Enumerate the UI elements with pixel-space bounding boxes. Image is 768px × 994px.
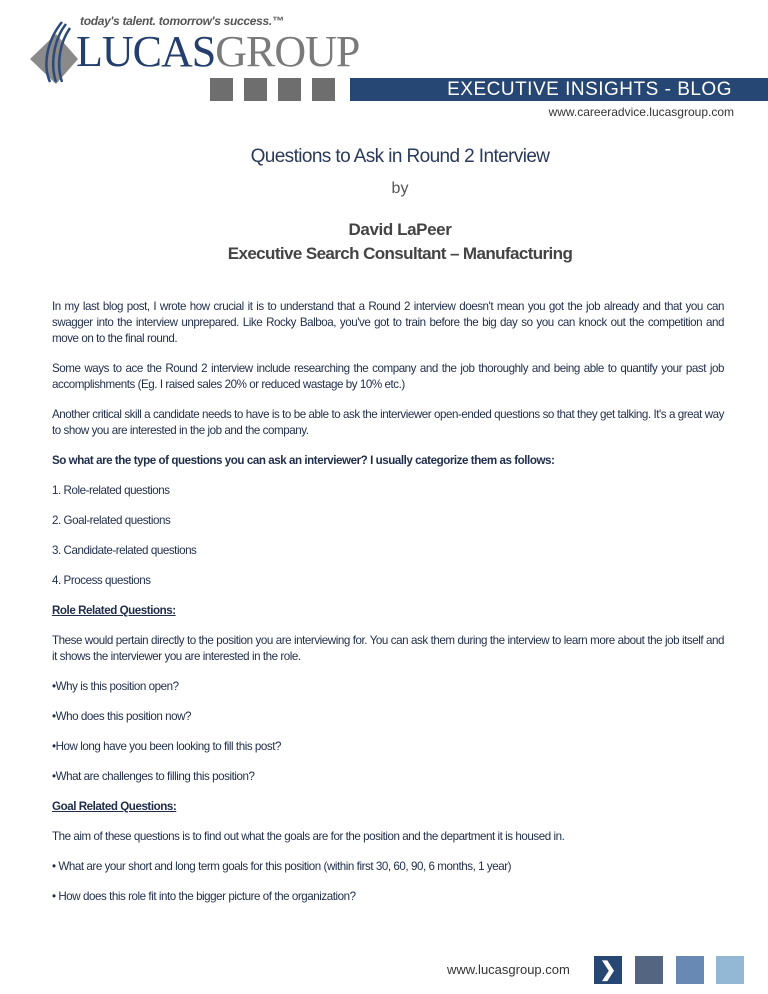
byline: by: [391, 180, 409, 197]
author-role: Executive Search Consultant – Manufacturing: [227, 244, 573, 263]
bullet-item: •Who does this position now?: [52, 710, 192, 723]
paragraph: These would pertain directly to the position you are interviewing for. You can ask them during the interview to learn more about the job itself and it shows the interviewer you are interested in the role.: [52, 634, 724, 663]
decor-square: [716, 956, 744, 984]
bullet-item: •How long have you been looking to fill this post?: [52, 740, 282, 753]
article-title: Questions to Ask in Round 2 Interview: [250, 146, 550, 167]
list-item: 1. Role-related questions: [52, 484, 170, 497]
decor-square: [676, 956, 704, 984]
paragraph-bold: So what are the type of questions you can ask an interviewer? I usually categorize them as follows:: [52, 454, 555, 467]
footer-url-link[interactable]: www.lucasgroup.com: [447, 962, 570, 977]
bullet-item: • What are your short and long term goals for this position (within first 30, 60, 90, 6 months, 1 year): [52, 860, 512, 873]
paragraph: The aim of these questions is to find out what the goals are for the position and the department it is housed in.: [52, 830, 565, 843]
paragraph: In my last blog post, I wrote how crucial it is to understand that a Round 2 interview doesn't mean you got the job already and that you can swagger into the interview unprepared. Like Rocky Balboa, you've got to train before the big day so you can knock out the competition and move on to the final round.: [52, 300, 724, 345]
section-heading: Goal Related Questions:: [52, 800, 177, 813]
paragraph: Some ways to ace the Round 2 interview include researching the company and the job thoroughly and being able to quantify your past job accomplishments (Eg. I raised sales 20% or reduced wastage by 10% etc.): [52, 362, 724, 391]
next-arrow-icon[interactable]: ❯: [594, 956, 622, 984]
list-item: 2. Goal-related questions: [52, 514, 171, 527]
decor-square: [635, 956, 663, 984]
decor-square: [210, 78, 233, 101]
author-name: David LaPeer: [348, 220, 452, 239]
bullet-item: •What are challenges to filling this position?: [52, 770, 255, 783]
list-item: 3. Candidate-related questions: [52, 544, 197, 557]
tagline: today's talent. tomorrow's success.™: [80, 14, 284, 28]
decor-square: [312, 78, 335, 101]
brand-name: LUCASGROUP: [76, 27, 360, 76]
bullet-item: •Why is this position open?: [52, 680, 179, 693]
blog-banner: EXECUTIVE INSIGHTS - BLOG: [350, 78, 768, 101]
blog-url-link[interactable]: www.careeradvice.lucasgroup.com: [548, 105, 734, 119]
article-body: [52, 299, 724, 919]
paragraph: Another critical skill a candidate needs to have is to be able to ask the interviewer open-ended questions so that they get talking. It's a great way to show you are interested in the job and the company.: [52, 408, 724, 437]
decor-square: [278, 78, 301, 101]
list-item: 4. Process questions: [52, 574, 151, 587]
decor-square: [244, 78, 267, 101]
section-heading: Role Related Questions:: [52, 604, 176, 617]
bullet-item: • How does this role fit into the bigger picture of the organization?: [52, 890, 356, 903]
